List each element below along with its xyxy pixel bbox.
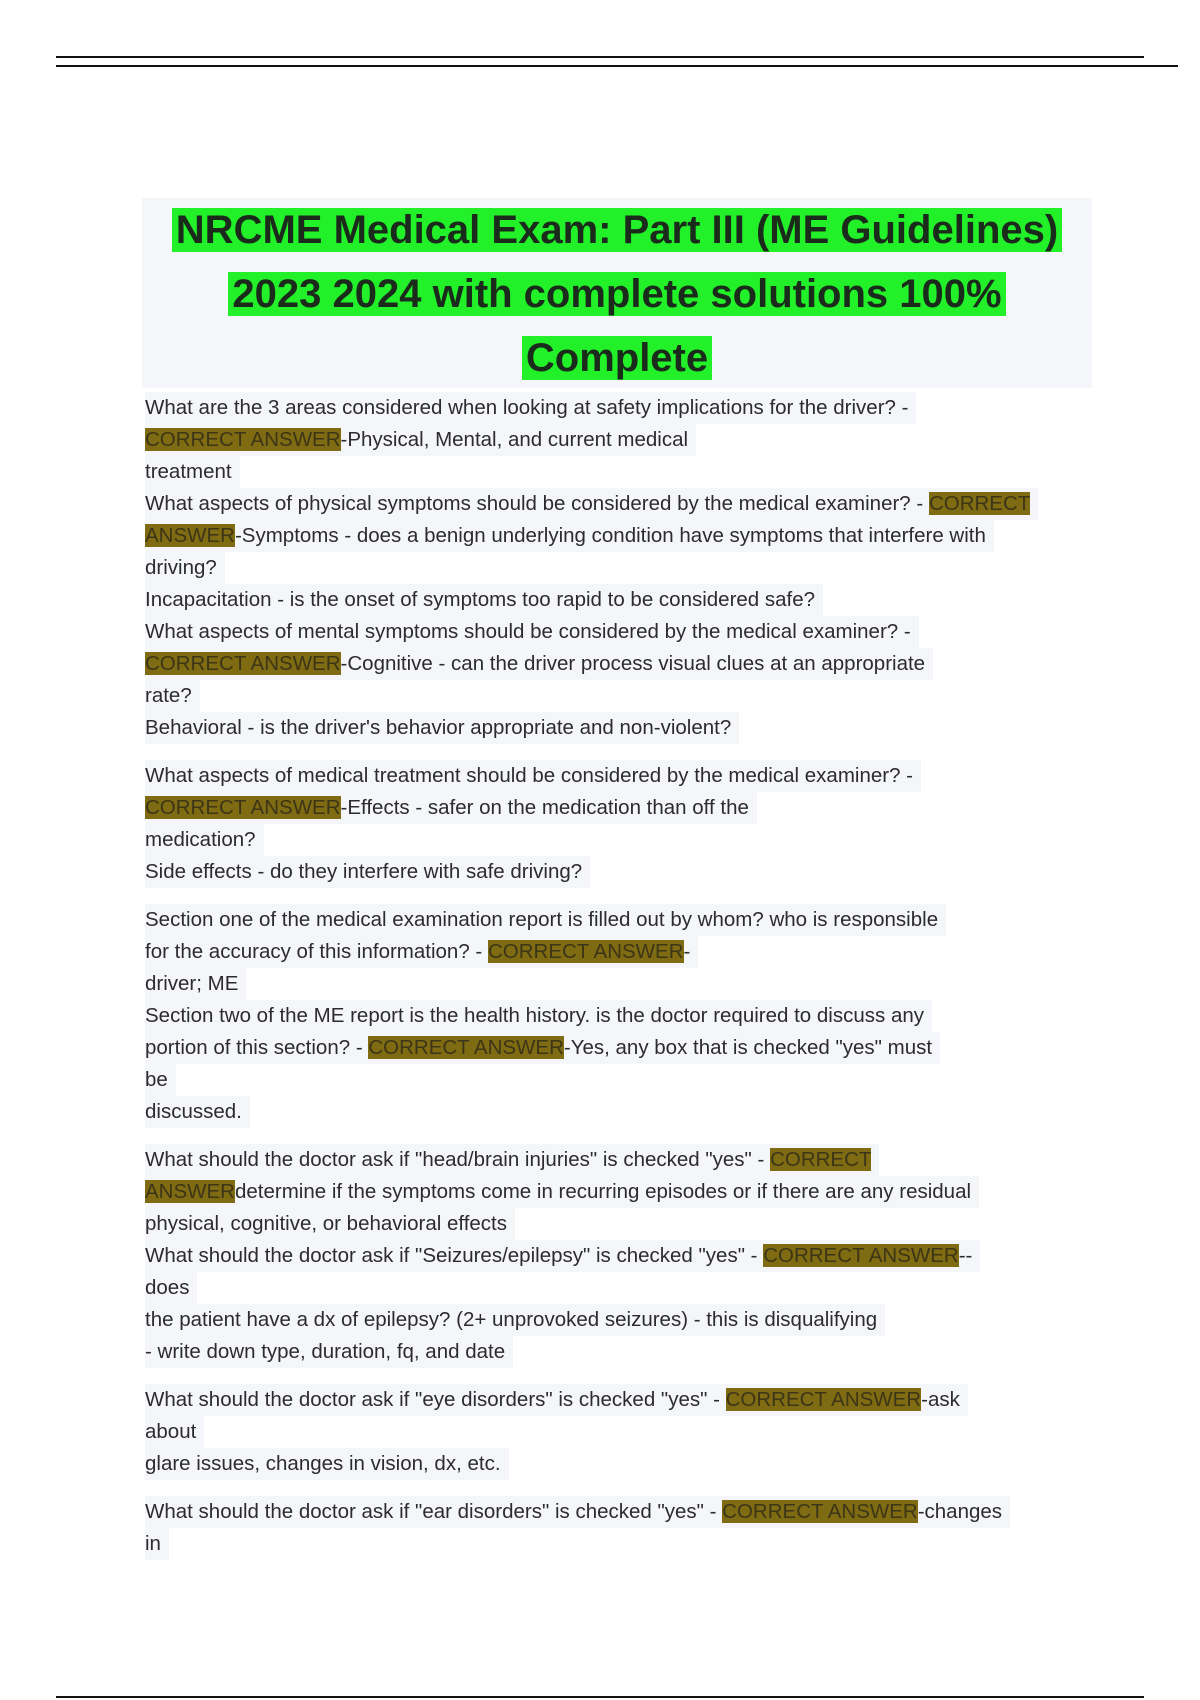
answer-text: in <box>145 1528 169 1560</box>
correct-answer-tag: CORRECT ANSWER <box>763 1244 959 1267</box>
title-line-3: Complete <box>522 336 712 380</box>
answer-text: - write down type, duration, fq, and date <box>145 1336 513 1368</box>
correct-answer-tag: CORRECT ANSWER <box>145 796 341 819</box>
question-answer-line: What should the doctor ask if "eye disorders" is checked "yes" - CORRECT ANSWER-ask <box>145 1384 968 1416</box>
answer-line: CORRECT ANSWER-Effects - safer on the medication than off the <box>145 792 757 824</box>
correct-answer-tag: CORRECT <box>770 1148 872 1171</box>
answer-text: driver; ME <box>145 968 246 1000</box>
answer-text: the patient have a dx of epilepsy? (2+ unprovoked seizures) - this is disqualifying <box>145 1304 885 1336</box>
correct-answer-tag: CORRECT <box>928 492 1031 515</box>
question-text: What are the 3 areas considered when looking at safety implications for the driver? - <box>145 392 916 424</box>
answer-line: ANSWER-Symptoms - does a benign underlying condition have symptoms that interfere with <box>145 520 994 552</box>
answer-text: glare issues, changes in vision, dx, etc. <box>145 1448 509 1480</box>
answer-text: physical, cognitive, or behavioral effects <box>145 1208 515 1240</box>
question-text: Section one of the medical examination report is filled out by whom? who is responsible <box>145 904 946 936</box>
answer-text: about <box>145 1416 204 1448</box>
correct-answer-tag: CORRECT ANSWER <box>487 940 684 963</box>
answer-text: discussed. <box>145 1096 250 1128</box>
document-title <box>142 198 1092 390</box>
correct-answer-tag: CORRECT ANSWER <box>145 428 341 451</box>
answer-text: does <box>145 1272 197 1304</box>
answer-line: CORRECT ANSWER-Cognitive - can the driver process visual clues at an appropriate <box>145 648 933 680</box>
question-answer-line: portion of this section? - CORRECT ANSWER-Yes, any box that is checked "yes" must <box>145 1032 940 1064</box>
answer-text: be <box>145 1064 176 1096</box>
correct-answer-tag: ANSWER <box>145 524 235 547</box>
correct-answer-tag: CORRECT ANSWER <box>368 1036 564 1059</box>
answer-line: CORRECT ANSWER-Physical, Mental, and current medical <box>145 424 696 456</box>
title-line-2: 2023 2024 with complete solutions 100% <box>228 272 1005 316</box>
question-text: What aspects of mental symptoms should be considered by the medical examiner? - <box>145 616 919 648</box>
bottom-rule <box>56 1696 1144 1698</box>
question-text: What aspects of physical symptoms should be considered by the medical examiner? - CORRECT <box>145 488 1038 520</box>
question-text: What should the doctor ask if "head/brain injuries" is checked "yes" - CORRECT <box>145 1144 879 1176</box>
answer-text: rate? <box>145 680 200 712</box>
answer-text: treatment <box>145 456 240 488</box>
question-text: Section two of the ME report is the health history. is the doctor required to discuss any <box>145 1000 932 1032</box>
answer-text: driving? <box>145 552 225 584</box>
question-answer-line: What should the doctor ask if "ear disorders" is checked "yes" - CORRECT ANSWER-changes <box>145 1496 1010 1528</box>
answer-line: ANSWERdetermine if the symptoms come in recurring episodes or if there are any residual <box>145 1176 979 1208</box>
answer-text: Side effects - do they interfere with safe driving? <box>145 856 590 888</box>
question-text: What aspects of medical treatment should be considered by the medical examiner? - <box>145 760 921 792</box>
answer-text: Behavioral - is the driver's behavior appropriate and non-violent? <box>145 712 739 744</box>
title-line-1: NRCME Medical Exam: Part III (ME Guidelines) <box>172 208 1062 252</box>
question-answer-line: What should the doctor ask if "Seizures/epilepsy" is checked "yes" - CORRECT ANSWER-- <box>145 1240 980 1272</box>
top-rule <box>56 56 1144 58</box>
question-answer-line: for the accuracy of this information? - CORRECT ANSWER- <box>145 936 698 968</box>
correct-answer-tag: ANSWER <box>145 1180 235 1203</box>
correct-answer-tag: CORRECT ANSWER <box>722 1500 918 1523</box>
answer-text: medication? <box>145 824 264 856</box>
qa-content <box>145 392 1090 1560</box>
top-rule-secondary <box>56 65 1178 67</box>
correct-answer-tag: CORRECT ANSWER <box>725 1388 922 1411</box>
correct-answer-tag: CORRECT ANSWER <box>145 652 341 675</box>
answer-text: Incapacitation - is the onset of symptoms too rapid to be considered safe? <box>145 584 823 616</box>
